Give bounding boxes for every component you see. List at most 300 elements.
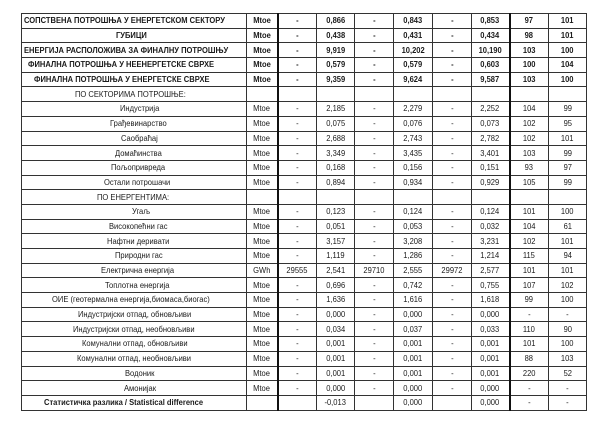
index-cell-2-text: 103	[561, 353, 574, 364]
index-cell-1	[510, 131, 549, 146]
value-cell-6-text: 0,124	[480, 206, 500, 217]
row-label-text: Амонијак	[123, 382, 156, 393]
table-row	[22, 395, 587, 410]
unit-cell	[247, 102, 278, 117]
value-cell-4	[394, 131, 433, 146]
unit-cell	[247, 131, 278, 146]
value-cell-2	[317, 146, 355, 161]
unit-cell	[247, 234, 278, 249]
row-label-text: Комунални отпад, необновљиви	[77, 353, 192, 364]
row-label	[22, 381, 247, 396]
value-cell-6-text: 0,000	[480, 382, 500, 393]
value-cell-6-text: 0,755	[480, 279, 500, 290]
value-cell-4-text: 0,000	[403, 382, 423, 393]
row-label-text: Комунални отпад, обновљиви	[81, 338, 188, 349]
index-cell-1-text: 115	[523, 250, 536, 261]
value-cell-2-text: -0,013	[324, 397, 347, 408]
index-cell-2	[549, 278, 587, 293]
table-row	[22, 190, 587, 205]
value-cell-2-text: 2,541	[326, 265, 345, 276]
row-label	[22, 204, 247, 219]
row-label-text: Електрична енергија	[100, 265, 174, 276]
row-label-text: ГУБИЦИ	[116, 30, 148, 41]
value-cell-3-text: -	[372, 382, 376, 393]
index-cell-1-text: -	[527, 382, 531, 393]
row-label-text: Пољопривреда	[111, 162, 166, 173]
value-cell-2-text: 2,185	[326, 103, 345, 114]
row-label	[22, 234, 247, 249]
index-cell-2	[549, 131, 587, 146]
value-cell-1	[278, 58, 317, 73]
value-cell-1-text: -	[295, 338, 299, 349]
index-cell-1	[510, 14, 549, 29]
value-cell-1-text: -	[295, 118, 299, 129]
value-cell-5	[433, 219, 472, 234]
value-cell-5	[433, 175, 472, 190]
value-cell-2-text: 0,051	[326, 220, 345, 231]
value-cell-2	[317, 307, 355, 322]
value-cell-3-text: -	[372, 250, 376, 261]
value-cell-4-text: 0,156	[403, 162, 423, 173]
value-cell-1-text: -	[295, 309, 299, 320]
value-cell-5	[433, 381, 472, 396]
value-cell-1	[278, 116, 317, 131]
table-row	[22, 263, 587, 278]
index-cell-1-text: 103	[522, 44, 536, 55]
value-cell-1	[278, 190, 317, 205]
value-cell-6	[472, 337, 510, 352]
row-label-text: Топлотна енергија	[105, 279, 170, 290]
unit-cell	[247, 58, 278, 73]
value-cell-6	[472, 234, 510, 249]
value-cell-5	[433, 58, 472, 73]
value-cell-2	[317, 293, 355, 308]
unit-cell	[247, 219, 278, 234]
unit-cell	[247, 175, 278, 190]
row-label-text: Угаљ	[131, 206, 150, 217]
value-cell-3	[355, 263, 394, 278]
value-cell-5-text: -	[450, 162, 454, 173]
table-row	[22, 43, 587, 58]
index-cell-1	[510, 366, 549, 381]
row-label	[22, 337, 247, 352]
value-cell-4-text: 3,435	[403, 147, 423, 158]
value-cell-5-text: -	[450, 15, 454, 26]
row-label	[22, 102, 247, 117]
index-cell-1	[510, 395, 549, 410]
value-cell-6-text: 0,001	[480, 367, 500, 378]
value-cell-4-text: 0,001	[403, 367, 423, 378]
value-cell-6-text: 1,214	[480, 250, 500, 261]
value-cell-2-text: 0,894	[326, 176, 345, 187]
index-cell-2-text: 90	[563, 323, 572, 334]
value-cell-4-text: 10,202	[401, 44, 425, 55]
table-row	[22, 146, 587, 161]
table-row	[22, 102, 587, 117]
value-cell-2	[317, 263, 355, 278]
value-cell-4	[394, 160, 433, 175]
unit-cell-text: Mtoe	[253, 323, 271, 334]
index-cell-1-text: 98	[525, 30, 534, 41]
value-cell-1	[278, 43, 317, 58]
table-row	[22, 381, 587, 396]
row-label-text: ПО ЕНЕРГЕНТИМА:	[97, 191, 170, 202]
unit-cell-text: Mtoe	[253, 235, 271, 246]
table-row	[22, 307, 587, 322]
value-cell-3	[355, 307, 394, 322]
value-cell-3	[355, 322, 394, 337]
value-cell-1-text: -	[295, 15, 299, 26]
unit-cell	[247, 87, 278, 102]
value-cell-1-text: -	[295, 30, 299, 41]
value-cell-1-text: -	[295, 294, 299, 305]
value-cell-6-text: 2,252	[480, 103, 500, 114]
row-label-text: Домаћинства	[115, 147, 163, 158]
value-cell-3	[355, 72, 394, 87]
value-cell-6	[472, 249, 510, 264]
value-cell-3-text: -	[372, 118, 376, 129]
index-cell-1	[510, 72, 549, 87]
table-row	[22, 351, 587, 366]
value-cell-3-text: -	[372, 353, 376, 364]
index-cell-1	[510, 263, 549, 278]
value-cell-4	[394, 102, 433, 117]
value-cell-4-text: 1,616	[403, 294, 423, 305]
value-cell-3	[355, 278, 394, 293]
unit-cell-text: Mtoe	[253, 118, 271, 129]
value-cell-6	[472, 190, 510, 205]
value-cell-6	[472, 58, 510, 73]
value-cell-4	[394, 249, 433, 264]
index-cell-2-text: -	[566, 382, 569, 393]
table-row	[22, 160, 587, 175]
value-cell-6-text: 0,853	[480, 15, 500, 26]
value-cell-2	[317, 395, 355, 410]
value-cell-3	[355, 146, 394, 161]
index-cell-2	[549, 87, 587, 102]
value-cell-1-text: -	[295, 250, 299, 261]
value-cell-3	[355, 190, 394, 205]
index-cell-1-text: 110	[523, 323, 536, 334]
value-cell-4	[394, 234, 433, 249]
value-cell-2-text: 0,123	[326, 206, 345, 217]
value-cell-3	[355, 395, 394, 410]
unit-cell-text: Mtoe	[253, 367, 271, 378]
value-cell-4-text: 2,743	[403, 132, 423, 143]
index-cell-1	[510, 381, 549, 396]
value-cell-3	[355, 337, 394, 352]
value-cell-6	[472, 160, 510, 175]
row-label	[22, 14, 247, 29]
value-cell-4	[394, 263, 433, 278]
unit-cell	[247, 43, 278, 58]
index-cell-2-text: 94	[563, 250, 572, 261]
value-cell-4	[394, 175, 433, 190]
value-cell-5	[433, 395, 472, 410]
value-cell-1-text: -	[295, 176, 299, 187]
index-cell-1	[510, 102, 549, 117]
value-cell-2-text: 0,438	[326, 30, 345, 41]
value-cell-6-text: 1,618	[480, 294, 500, 305]
index-cell-1	[510, 351, 549, 366]
unit-cell-text: Mtoe	[253, 250, 271, 261]
table-row	[22, 293, 587, 308]
index-cell-2	[549, 204, 587, 219]
value-cell-2	[317, 14, 355, 29]
value-cell-6-text: 2,782	[480, 132, 500, 143]
value-cell-6-text: 3,401	[480, 147, 500, 158]
value-cell-1-text: -	[295, 323, 299, 334]
value-cell-4-text: 0,037	[403, 323, 423, 334]
value-cell-1	[278, 307, 317, 322]
value-cell-5-text: -	[450, 176, 454, 187]
value-cell-1	[278, 72, 317, 87]
value-cell-3-text: -	[372, 323, 376, 334]
row-label	[22, 293, 247, 308]
unit-cell	[247, 116, 278, 131]
value-cell-5-text: -	[450, 309, 454, 320]
value-cell-1	[278, 131, 317, 146]
unit-cell-text: Mtoe	[253, 176, 271, 187]
value-cell-5	[433, 307, 472, 322]
value-cell-6	[472, 293, 510, 308]
value-cell-2	[317, 102, 355, 117]
index-cell-1	[510, 204, 549, 219]
row-label-text: Индустријски отпад, обновљиви	[77, 309, 191, 320]
index-cell-2	[549, 190, 587, 205]
value-cell-6-text: 0,151	[480, 162, 500, 173]
row-label	[22, 395, 247, 410]
value-cell-5-text: -	[450, 338, 454, 349]
index-cell-2	[549, 175, 587, 190]
value-cell-1	[278, 87, 317, 102]
value-cell-6-text: 0,001	[480, 338, 500, 349]
value-cell-5	[433, 278, 472, 293]
value-cell-1-text: -	[295, 279, 299, 290]
value-cell-2-text: 3,157	[326, 235, 345, 246]
index-cell-2-text: 104	[561, 59, 574, 70]
value-cell-5	[433, 337, 472, 352]
value-cell-1-text: 29555	[286, 265, 308, 276]
row-label-text: ФИНАЛНА ПОТРОШЊА У ЕНЕРГЕТСКЕ СВРХЕ	[34, 74, 210, 85]
table-body	[22, 14, 587, 411]
value-cell-1	[278, 160, 317, 175]
value-cell-6	[472, 14, 510, 29]
value-cell-5	[433, 116, 472, 131]
value-cell-4	[394, 28, 433, 43]
index-cell-1	[510, 234, 549, 249]
index-cell-2	[549, 146, 587, 161]
value-cell-1-text: -	[295, 382, 299, 393]
value-cell-6	[472, 72, 510, 87]
value-cell-5	[433, 263, 472, 278]
value-cell-6	[472, 351, 510, 366]
value-cell-3	[355, 116, 394, 131]
value-cell-2-text: 2,688	[326, 132, 345, 143]
value-cell-5	[433, 351, 472, 366]
index-cell-2	[549, 43, 587, 58]
value-cell-5	[433, 293, 472, 308]
row-label	[22, 87, 247, 102]
table-row	[22, 14, 587, 29]
value-cell-3-text: -	[372, 206, 376, 217]
row-label-text: Нафтни деривати	[106, 235, 169, 246]
value-cell-2	[317, 28, 355, 43]
index-cell-1	[510, 322, 549, 337]
value-cell-5-text: -	[450, 44, 454, 55]
unit-cell-text: Mtoe	[253, 294, 271, 305]
value-cell-6	[472, 307, 510, 322]
value-cell-6-text: 0,033	[480, 323, 500, 334]
unit-cell-text: Mtoe	[253, 206, 271, 217]
value-cell-3	[355, 43, 394, 58]
index-cell-1-text: 100	[522, 59, 536, 70]
value-cell-3-text: -	[372, 279, 376, 290]
unit-cell-text: Mtoe	[253, 147, 271, 158]
value-cell-2-text: 0,000	[326, 382, 345, 393]
value-cell-2-text: 0,168	[326, 162, 345, 173]
value-cell-6	[472, 28, 510, 43]
index-cell-2-text: -	[566, 309, 569, 320]
value-cell-3	[355, 381, 394, 396]
value-cell-5	[433, 322, 472, 337]
table-row	[22, 131, 587, 146]
value-cell-1-text: -	[295, 103, 299, 114]
value-cell-2	[317, 175, 355, 190]
index-cell-2	[549, 263, 587, 278]
value-cell-3	[355, 249, 394, 264]
value-cell-4	[394, 278, 433, 293]
value-cell-2-text: 0,001	[326, 353, 345, 364]
index-cell-1	[510, 160, 549, 175]
index-cell-2-text: 99	[563, 103, 572, 114]
unit-cell-text: Mtoe	[252, 74, 271, 85]
index-cell-1-text: 101	[522, 338, 536, 349]
value-cell-3	[355, 234, 394, 249]
value-cell-6	[472, 131, 510, 146]
index-cell-1	[510, 58, 549, 73]
value-cell-5-text: -	[450, 30, 454, 41]
value-cell-1-text: -	[295, 367, 299, 378]
index-cell-2-text: 61	[563, 220, 572, 231]
value-cell-5-text: -	[450, 323, 454, 334]
value-cell-2	[317, 249, 355, 264]
unit-cell	[247, 351, 278, 366]
value-cell-6-text: 0,434	[480, 30, 500, 41]
value-cell-4	[394, 116, 433, 131]
value-cell-4-text: 0,579	[403, 59, 423, 70]
value-cell-6-text: 0,073	[480, 118, 500, 129]
value-cell-3-text: -	[372, 176, 376, 187]
index-cell-1-text: 93	[525, 162, 534, 173]
value-cell-2	[317, 351, 355, 366]
value-cell-4-text: 0,843	[403, 15, 423, 26]
unit-cell-text: Mtoe	[253, 309, 271, 320]
value-cell-2-text: 0,075	[326, 118, 345, 129]
value-cell-6	[472, 146, 510, 161]
value-cell-3	[355, 14, 394, 29]
index-cell-1-text: 97	[525, 15, 534, 26]
value-cell-2-text: 0,000	[326, 309, 345, 320]
row-label	[22, 190, 247, 205]
row-label-text: Индустрија	[119, 103, 159, 114]
value-cell-6-text: 3,231	[480, 235, 500, 246]
row-label-text: Саобраћај	[121, 132, 158, 143]
row-label	[22, 43, 247, 58]
value-cell-1	[278, 322, 317, 337]
value-cell-2-text: 1,636	[326, 294, 345, 305]
value-cell-3	[355, 175, 394, 190]
value-cell-6-text: 0,032	[480, 220, 500, 231]
value-cell-5	[433, 160, 472, 175]
value-cell-6	[472, 116, 510, 131]
table-row	[22, 175, 587, 190]
index-cell-1-text: 105	[522, 176, 536, 187]
index-cell-2-text: 100	[561, 74, 574, 85]
value-cell-6	[472, 263, 510, 278]
index-cell-2-text: 99	[563, 176, 572, 187]
unit-cell-text: Mtoe	[253, 338, 271, 349]
value-cell-2-text: 0,579	[326, 59, 345, 70]
index-cell-2-text: 95	[563, 118, 572, 129]
index-cell-2	[549, 58, 587, 73]
unit-cell	[247, 307, 278, 322]
row-label-text: Статистичка разлика / Statistical difference	[43, 397, 203, 408]
value-cell-6	[472, 175, 510, 190]
value-cell-5-text: -	[450, 250, 454, 261]
value-cell-5	[433, 14, 472, 29]
value-cell-4-text: 2,279	[403, 103, 423, 114]
row-label	[22, 322, 247, 337]
unit-cell	[247, 190, 278, 205]
value-cell-4-text: 0,000	[403, 397, 423, 408]
value-cell-2	[317, 337, 355, 352]
index-cell-2-text: 99	[563, 147, 572, 158]
value-cell-4-text: 0,124	[403, 206, 423, 217]
value-cell-4-text: 3,208	[403, 235, 423, 246]
unit-cell-text: Mtoe	[253, 103, 271, 114]
value-cell-1	[278, 249, 317, 264]
value-cell-3-text: -	[372, 15, 376, 26]
value-cell-5	[433, 102, 472, 117]
index-cell-2	[549, 307, 587, 322]
value-cell-1	[278, 337, 317, 352]
index-cell-1	[510, 190, 549, 205]
value-cell-1	[278, 14, 317, 29]
value-cell-2	[317, 366, 355, 381]
value-cell-6-text: 2,577	[480, 265, 500, 276]
index-cell-1-text: 103	[522, 74, 536, 85]
value-cell-4-text: 0,053	[403, 220, 423, 231]
value-cell-3-text: -	[372, 30, 376, 41]
index-cell-2-text: 101	[561, 30, 574, 41]
value-cell-2-text: 0,001	[326, 367, 345, 378]
value-cell-4	[394, 366, 433, 381]
value-cell-5-text: -	[450, 279, 454, 290]
row-label-text: Остали потрошачи	[104, 176, 171, 187]
value-cell-2-text: 0,034	[326, 323, 345, 334]
value-cell-2	[317, 160, 355, 175]
index-cell-1	[510, 249, 549, 264]
value-cell-6	[472, 219, 510, 234]
value-cell-4	[394, 190, 433, 205]
index-cell-2	[549, 322, 587, 337]
value-cell-1-text: -	[295, 206, 299, 217]
unit-cell	[247, 381, 278, 396]
unit-cell	[247, 263, 278, 278]
unit-cell	[247, 395, 278, 410]
value-cell-5-text: -	[450, 103, 454, 114]
